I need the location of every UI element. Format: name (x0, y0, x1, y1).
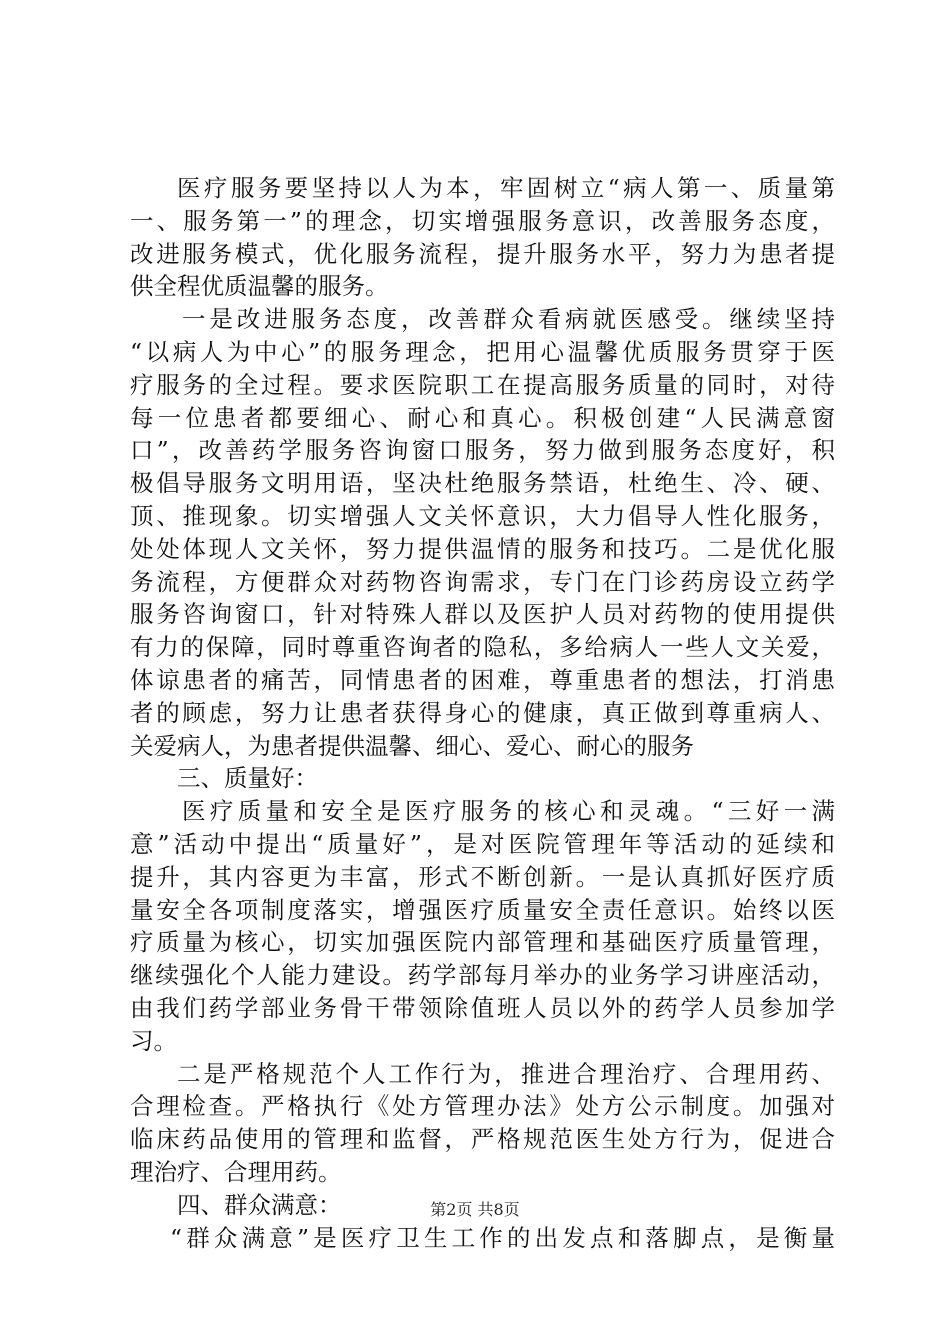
text-line: 极倡导服务文明用语，坚决杜绝服务禁语，杜绝生、冷、硬、 (130, 469, 835, 498)
text-line: 每一位患者都要细心、耐心和真心。积极创建“人民满意窗 (130, 403, 835, 432)
text-line: 口”，改善药学服务咨询窗口服务，努力做到服务态度好，积 (130, 436, 835, 465)
section-heading: 四、群众满意： (177, 1190, 342, 1219)
text-line: 改进服务模式，优化服务流程，提升服务水平，努力为患者提 (130, 239, 835, 268)
text-line: 服务咨询窗口，针对特殊人群以及医护人员对药物的使用提供 (130, 600, 835, 629)
text-line: 提升，其内容更为丰富，形式不断创新。一是认真抓好医疗质 (130, 862, 835, 891)
text-line: 疗服务的全过程。要求医院职工在提高服务质量的同时，对待 (130, 370, 835, 399)
text-line: 处处体现人文关怀，努力提供温情的服务和技巧。二是优化服 (130, 534, 835, 563)
text-line: 有力的保障，同时尊重咨询者的隐私，多给病人一些人文关爱， (130, 633, 835, 662)
section-heading: 三、质量好： (177, 764, 318, 793)
document-body (130, 172, 835, 1254)
text-line: 二是严格规范个人工作行为，推进合理治疗、合理用药、 (177, 1059, 835, 1088)
text-line: 顶、推现象。切实增强人文关怀意识，大力倡导人性化服务， (130, 501, 835, 530)
text-line: 意”活动中提出“质量好”，是对医院管理年等活动的延续和 (130, 829, 835, 858)
text-line: “以病人为中心”的服务理念，把用心温馨优质服务贯穿于医 (130, 337, 835, 366)
text-line: 量安全各项制度落实，增强医疗质量安全责任意识。始终以医 (130, 895, 835, 924)
text-line: 关爱病人，为患者提供温馨、细心、爱心、耐心的服务 (130, 731, 694, 760)
text-line: “群众满意”是医疗卫生工作的出发点和落脚点，是衡量 (170, 1223, 835, 1252)
text-line: 供全程优质温馨的服务。 (130, 272, 389, 301)
page-number-footer: 第2页 共8页 (430, 1200, 520, 1219)
text-line: 一、服务第一”的理念，切实增强服务意识，改善服务态度， (130, 206, 835, 235)
text-line: 一是改进服务态度，改善群众看病就医感受。继续坚持 (182, 305, 835, 334)
text-line: 疗质量为核心，切实加强医院内部管理和基础医疗质量管理， (130, 928, 835, 957)
text-line: 者的顾虑，努力让患者获得身心的健康，真正做到尊重病人、 (130, 698, 835, 727)
text-line: 医疗服务要坚持以人为本，牢固树立“病人第一、质量第 (177, 174, 835, 202)
text-line: 医疗质量和安全是医疗服务的核心和灵魂。“三好一满 (182, 797, 835, 826)
text-line: 由我们药学部业务骨干带领除值班人员以外的药学人员参加学 (130, 993, 835, 1022)
text-line: 习。 (130, 1026, 177, 1055)
text-line: 继续强化个人能力建设。药学部每月举办的业务学习讲座活动， (130, 961, 835, 990)
text-line: 临床药品使用的管理和监督，严格规范医生处方行为，促进合 (130, 1125, 835, 1154)
text-line: 理治疗、合理用药。 (130, 1157, 342, 1186)
text-line: 务流程，方便群众对药物咨询需求，专门在门诊药房设立药学 (130, 567, 835, 596)
text-line: 合理检查。严格执行《处方管理办法》处方公示制度。加强对 (130, 1092, 835, 1121)
text-line: 体谅患者的痛苦，同情患者的困难，尊重患者的想法，打消患 (130, 665, 835, 694)
